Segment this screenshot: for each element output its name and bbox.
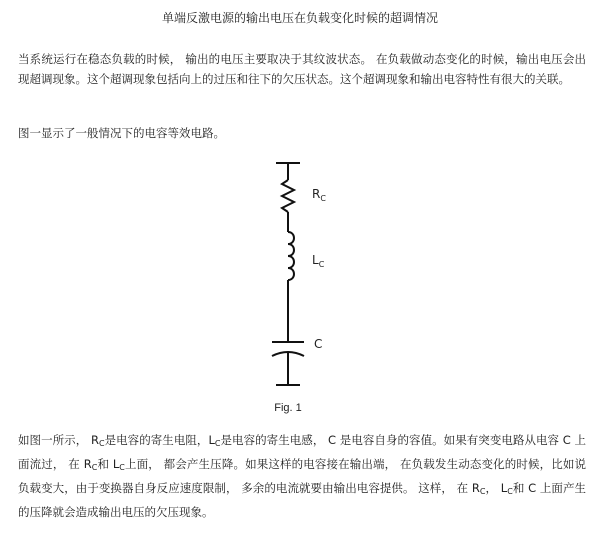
resistor-symbol bbox=[282, 180, 294, 212]
intro-paragraph: 当系统运行在稳态负载的时候， 输出的电压主要取决于其纹波状态。 在负载做动态变化的时候，输出电压会出现超调现象。这个超调现象包括向上的过压和往下的欠压状态。这个超调现象和输出电容特性有很大的关联。 bbox=[18, 52, 586, 86]
inductor-symbol bbox=[288, 232, 294, 280]
figure-intro-paragraph: 图一显示了一般情况下的电容等效电路。 bbox=[18, 126, 225, 140]
figure-caption: Fig. 1 bbox=[274, 402, 302, 414]
capacitor-label: C bbox=[314, 337, 323, 351]
resistor-label: $R_C$ bbox=[312, 187, 326, 203]
capacitor-plate-bottom bbox=[272, 352, 304, 356]
explanation-paragraph: 如图一所示， $R_C$是电容的寄生电阻，$L_C$是电容的寄生电感， C 是电容自身的容值。如果有突变电路从电容 C 上面流过， 在 $R_C$和 $L_C$上面， 都会产生压降。如果这样的电容接在输出端， 在负载发生动态变化的时候，比如说负载变大，由于变换器自身反应速度限制， 多余的电流就要由输出电容提供。 这样， 在 $R_C$， $L_C$和 C 上面产生的压降就会造成输出电压的欠压现象。 bbox=[18, 433, 587, 519]
document-title: 单端反激电源的输出电压在负载变化时候的超调情况 bbox=[161, 11, 438, 25]
inductor-label: $L_C$ bbox=[312, 253, 325, 269]
